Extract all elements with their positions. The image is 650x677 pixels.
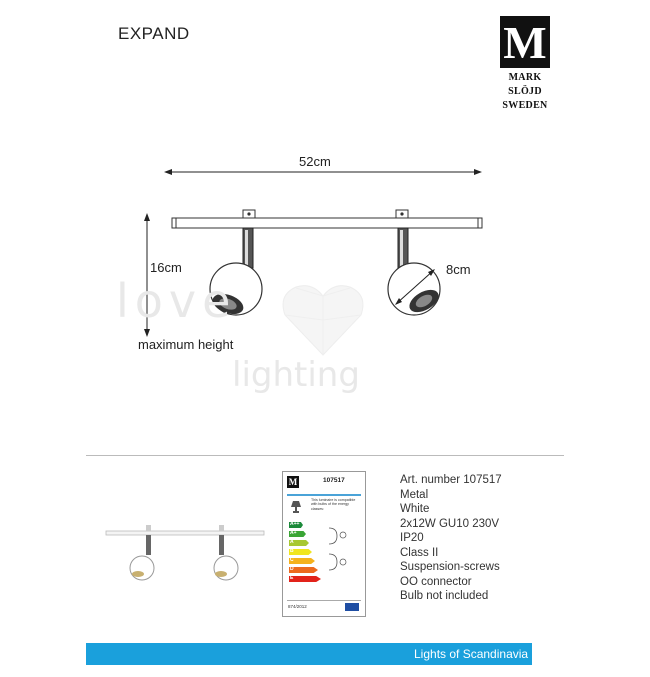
spec-item: White [400, 503, 430, 515]
energy-class-label: E [290, 575, 294, 581]
watermark-heart [283, 286, 363, 355]
width-label: 52cm [299, 154, 331, 169]
spec-item: Suspension-screws [400, 561, 500, 573]
spec-item: Class II [400, 546, 439, 559]
eu-flag-icon [345, 603, 359, 611]
logo-line-2: SLÖJD [508, 86, 542, 97]
product-photo [96, 520, 276, 590]
section-divider [86, 455, 564, 456]
energy-class-label: D [290, 566, 294, 572]
footer-bar [86, 643, 532, 665]
logo-line-1: MARK [508, 72, 542, 83]
product-title: EXPAND [118, 24, 190, 43]
watermark-love: love [116, 274, 237, 328]
energy-class-label: A [290, 539, 294, 545]
ceiling-rail [172, 210, 482, 228]
energy-label [282, 471, 366, 617]
spot-size-label: 8cm [446, 262, 471, 277]
energy-class-label: A+ [290, 530, 297, 536]
bulb-bracket-icon [327, 524, 351, 584]
label-article: 107517 [323, 477, 345, 484]
watermark-lighting: lighting [232, 355, 360, 395]
logo-letter: M [500, 16, 550, 68]
maximum-height-note: maximum height [138, 337, 234, 352]
lamp-icon [291, 500, 301, 512]
spec-item: IP20 [400, 532, 424, 544]
spec-item: Metal [400, 488, 429, 501]
spec-list [400, 473, 502, 604]
label-brand-icon: M [288, 477, 298, 487]
energy-class-label: B [290, 548, 294, 554]
height-label: 16cm [150, 260, 182, 275]
spec-item: Art. number 107517 [400, 474, 502, 486]
energy-class-label: A++ [290, 521, 300, 527]
energy-class-label: C [290, 557, 294, 563]
logo-line-3: SWEDEN [502, 100, 548, 111]
label-regulation: 874/2012 [288, 604, 307, 609]
spec-item: 2x12W GU10 230V [400, 517, 500, 530]
spec-item: OO connector [400, 575, 472, 588]
footer-text: Lights of Scandinavia [414, 647, 529, 661]
spot-right [388, 228, 442, 317]
label-note: This luminaire is compatible with bulbs of the energy classes: [311, 498, 356, 511]
spec-item: Bulb not included [400, 590, 489, 602]
